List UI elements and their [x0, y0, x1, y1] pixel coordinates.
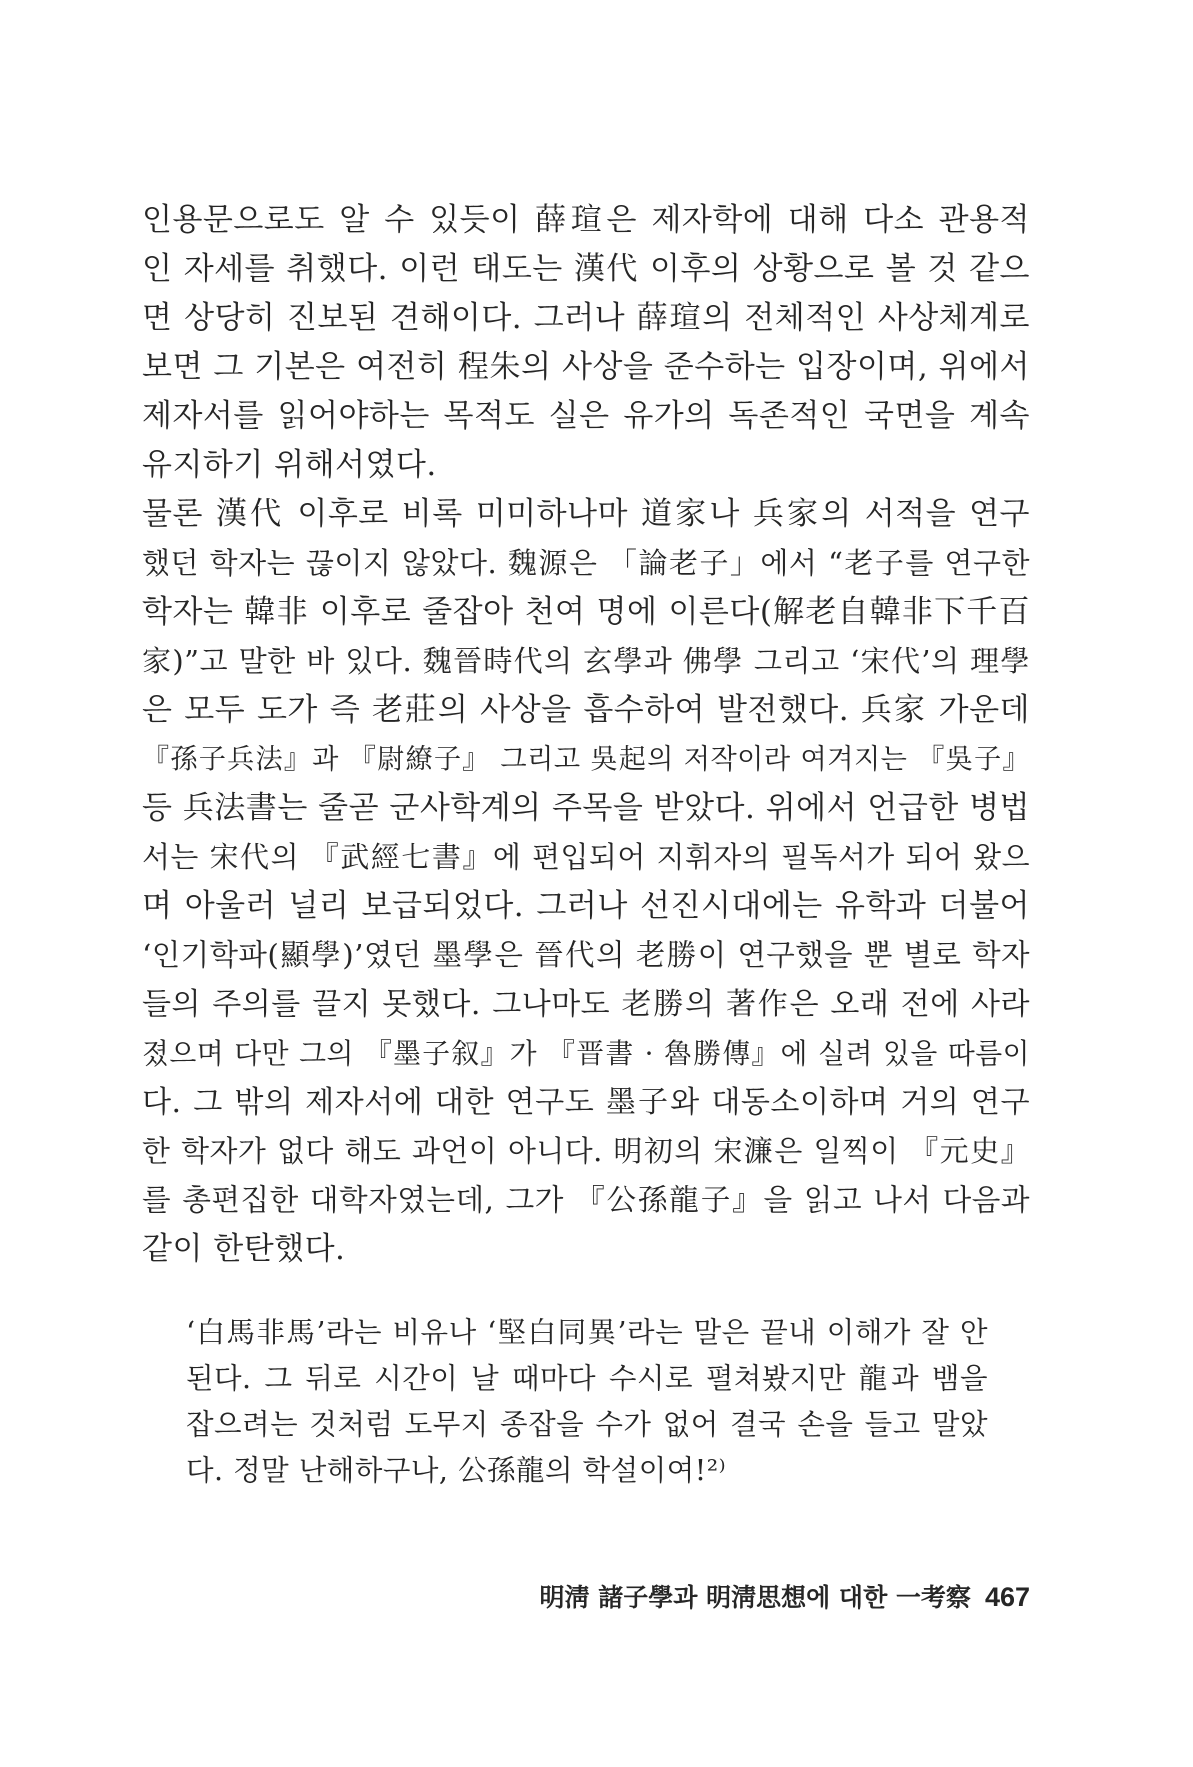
text-line: 졌으며 다만 그의 『墨子叙』가 『晋書 · 魯勝傳』에 실려 있을 따름이 [142, 1037, 1030, 1070]
text-line: 유지하기 위해서였다. [142, 447, 437, 483]
running-title: 明淸 諸子學과 明淸思想에 대한 一考察 [539, 1583, 971, 1612]
text-line: 한 학자가 없다 해도 과언이 아니다. 明初의 宋濂은 일찍이 『元史』 [142, 1134, 1030, 1168]
page-footer [540, 1578, 1030, 1614]
paragraph-1 [142, 196, 1030, 490]
body-text [142, 196, 1030, 1274]
text-line: 『孫子兵法』과 『尉繚子』 그리고 吳起의 저작이라 여겨지는 『吳子』 [142, 744, 1030, 775]
text-line: 며 아울러 널리 보급되었다. 그러나 선진시대에는 유학과 더불어 [142, 888, 1030, 924]
text-line: 서는 宋代의 『武經七書』에 편입되어 지휘자의 필독서가 되어 왔으 [142, 840, 1030, 874]
text-line: 면 상당히 진보된 견해이다. 그러나 薛瑄의 전체적인 사상체계로 [142, 300, 1030, 336]
text-line: 은 모두 도가 즉 老莊의 사상을 흡수하여 발전했다. 兵家 가운데 [142, 692, 1030, 728]
text-line: 다. 그 밖의 제자서에 대한 연구도 墨子와 대동소이하며 거의 연구 [142, 1085, 1030, 1120]
quote-line: 다. 정말 난해하구나, 公孫龍의 학설이여!²⁾ [186, 1454, 727, 1487]
paragraph-2 [142, 490, 1030, 1274]
text-line: 제자서를 읽어야하는 목적도 실은 유가의 독존적인 국면을 계속 [142, 398, 1030, 434]
text-line: 했던 학자는 끊이지 않았다. 魏源은 「論老子」에서 “老子를 연구한 [142, 546, 1030, 580]
text-line: 家)”고 말한 바 있다. 魏晉時代의 玄學과 佛學 그리고 ‘宋代’의 理學 [142, 644, 1030, 678]
text-line: 학자는 韓非 이후로 줄잡아 천여 명에 이른다(解老自韓非下千百 [142, 594, 1030, 630]
text-line: ‘인기학파(顯學)’였던 墨學은 晉代의 老勝이 연구했을 뿐 별로 학자 [142, 938, 1030, 972]
page-number: 467 [984, 1582, 1030, 1612]
quote-line: 잡으려는 것처럼 도무지 종잡을 수가 없어 결국 손을 들고 말았 [186, 1408, 988, 1441]
quote-line: ‘白馬非馬’라는 비유나 ‘堅白同異’라는 말은 끝내 이해가 잘 안 [186, 1316, 988, 1349]
text-line: 같이 한탄했다. [142, 1231, 346, 1267]
text-line: 인 자세를 취했다. 이런 태도는 漢代 이후의 상황으로 볼 것 같으 [142, 251, 1030, 287]
text-line: 물론 漢代 이후로 비록 미미하나마 道家나 兵家의 서적을 연구 [142, 496, 1030, 532]
quote-line: 된다. 그 뒤로 시간이 날 때마다 수시로 펼쳐봤지만 龍과 뱀을 [186, 1362, 988, 1395]
text-line: 들의 주의를 끌지 못했다. 그나마도 老勝의 著作은 오래 전에 사라 [142, 987, 1030, 1022]
block-quote [186, 1310, 988, 1494]
text-line: 인용문으로도 알 수 있듯이 薛瑄은 제자학에 대해 다소 관용적 [142, 202, 1030, 238]
text-line: 등 兵法書는 줄곧 군사학계의 주목을 받았다. 위에서 언급한 병법 [142, 790, 1030, 826]
text-line: 를 총편집한 대학자였는데, 그가 『公孫龍子』을 읽고 나서 다음과 [142, 1183, 1030, 1217]
text-line: 보면 그 기본은 여전히 程朱의 사상을 준수하는 입장이며, 위에서 [142, 349, 1030, 385]
